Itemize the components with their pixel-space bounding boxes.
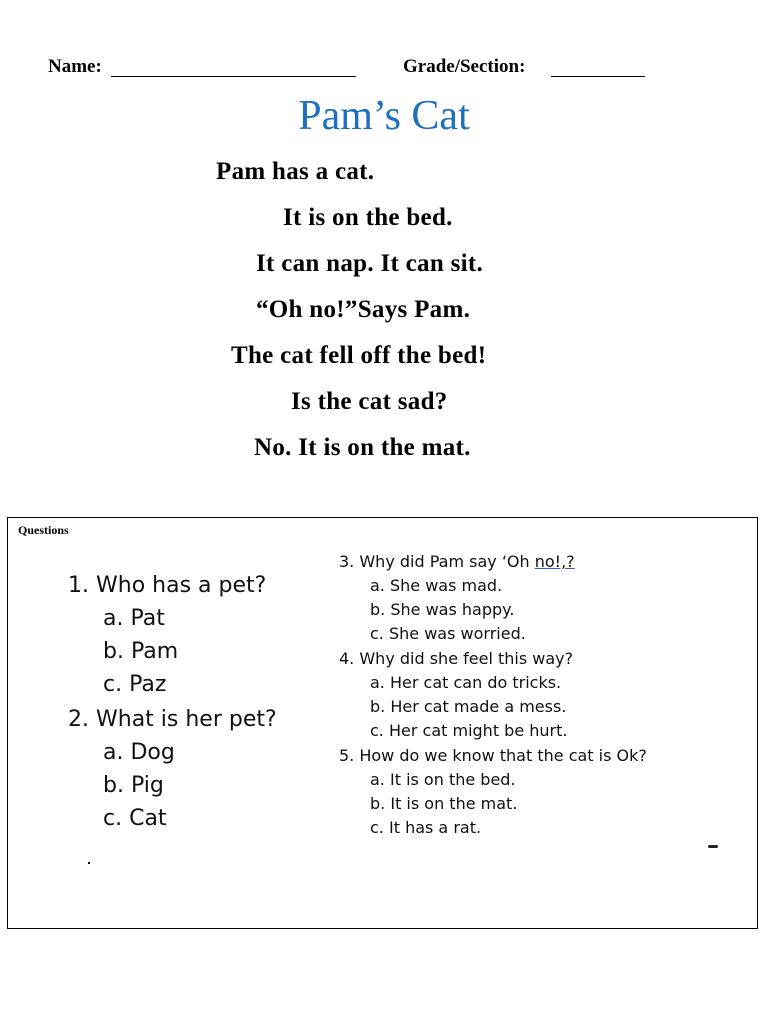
- option-text: It is on the mat.: [390, 794, 518, 813]
- question-3-option-b[interactable]: [370, 600, 514, 619]
- option-letter: c.: [103, 672, 123, 697]
- question-5-option-a[interactable]: [370, 770, 516, 789]
- option-letter: b.: [370, 697, 386, 716]
- option-letter: b.: [370, 794, 386, 813]
- grade-section-label: Grade/Section:: [403, 56, 526, 77]
- question-1: [68, 573, 266, 598]
- option-letter: a.: [103, 606, 124, 631]
- story-line-2: It is on the bed.: [283, 204, 453, 231]
- story-line-3: It can nap. It can sit.: [256, 250, 484, 277]
- header-row: [0, 56, 768, 82]
- option-text: Pam: [130, 639, 179, 664]
- question-1-option-a[interactable]: [103, 606, 165, 631]
- option-text: It is on the bed.: [389, 770, 516, 789]
- question-3: [339, 552, 575, 571]
- option-letter: c.: [103, 806, 123, 831]
- question-4: [339, 649, 573, 668]
- option-text: She was happy.: [390, 600, 515, 619]
- option-letter: c.: [370, 721, 384, 740]
- option-text: Pig: [130, 773, 164, 798]
- question-2-option-a[interactable]: [103, 740, 175, 765]
- question-5: [339, 746, 647, 765]
- question-4-option-a[interactable]: [370, 673, 561, 692]
- question-2: [68, 707, 277, 732]
- question-2-option-c[interactable]: [103, 806, 167, 831]
- option-letter: b.: [370, 600, 386, 619]
- question-4-option-b[interactable]: [370, 697, 566, 716]
- question-2-text: What is her pet?: [96, 707, 277, 732]
- question-4-text: Why did she feel this way?: [359, 649, 574, 668]
- option-letter: a.: [370, 673, 385, 692]
- question-3-option-c[interactable]: [370, 624, 526, 643]
- question-1-number: 1.: [68, 573, 89, 598]
- option-text: She was worried.: [388, 624, 526, 643]
- question-5-number: 5.: [339, 746, 355, 765]
- question-2-option-b[interactable]: [103, 773, 164, 798]
- option-text: It has a rat.: [388, 818, 482, 837]
- option-text: Dog: [130, 740, 175, 765]
- option-text: She was mad.: [389, 576, 503, 595]
- stray-dash-mark: [708, 845, 718, 848]
- question-4-number: 4.: [339, 649, 355, 668]
- option-text: Her cat can do tricks.: [389, 673, 562, 692]
- grade-section-blank-line[interactable]: [551, 76, 645, 77]
- option-letter: c.: [370, 818, 384, 837]
- option-text: Her cat might be hurt.: [388, 721, 568, 740]
- question-3-number: 3.: [339, 552, 355, 571]
- story-line-4: “Oh no!”Says Pam.: [256, 296, 471, 323]
- option-letter: b.: [103, 773, 124, 798]
- story-line-5: The cat fell off the bed!: [231, 342, 487, 369]
- option-text: Pat: [130, 606, 165, 631]
- question-1-text: Who has a pet?: [96, 573, 267, 598]
- question-2-number: 2.: [68, 707, 89, 732]
- name-blank-line[interactable]: [111, 76, 356, 77]
- story-line-6: Is the cat sad?: [291, 388, 448, 415]
- question-5-text: How do we know that the cat is Ok?: [359, 746, 647, 765]
- option-letter: a.: [103, 740, 124, 765]
- question-3-underlined-text: no!,?: [534, 552, 575, 571]
- option-letter: a.: [370, 576, 385, 595]
- option-text: Cat: [129, 806, 167, 831]
- question-5-option-b[interactable]: [370, 794, 517, 813]
- option-text: Paz: [129, 672, 167, 697]
- question-3-text: Why did Pam say ‘Oh: [359, 552, 535, 571]
- question-5-option-c[interactable]: [370, 818, 481, 837]
- question-3-option-a[interactable]: [370, 576, 502, 595]
- questions-box: [7, 517, 758, 929]
- stray-dot-mark: [88, 862, 90, 864]
- option-letter: c.: [370, 624, 384, 643]
- story-line-1: Pam has a cat.: [216, 158, 375, 185]
- option-text: Her cat made a mess.: [390, 697, 567, 716]
- question-4-option-c[interactable]: [370, 721, 567, 740]
- question-1-option-b[interactable]: [103, 639, 178, 664]
- name-label: Name:: [48, 56, 102, 77]
- option-letter: b.: [103, 639, 124, 664]
- story-title: Pam’s Cat: [298, 93, 470, 139]
- option-letter: a.: [370, 770, 385, 789]
- questions-heading: Questions: [18, 523, 69, 537]
- story-line-7: No. It is on the mat.: [254, 434, 471, 461]
- question-1-option-c[interactable]: [103, 672, 166, 697]
